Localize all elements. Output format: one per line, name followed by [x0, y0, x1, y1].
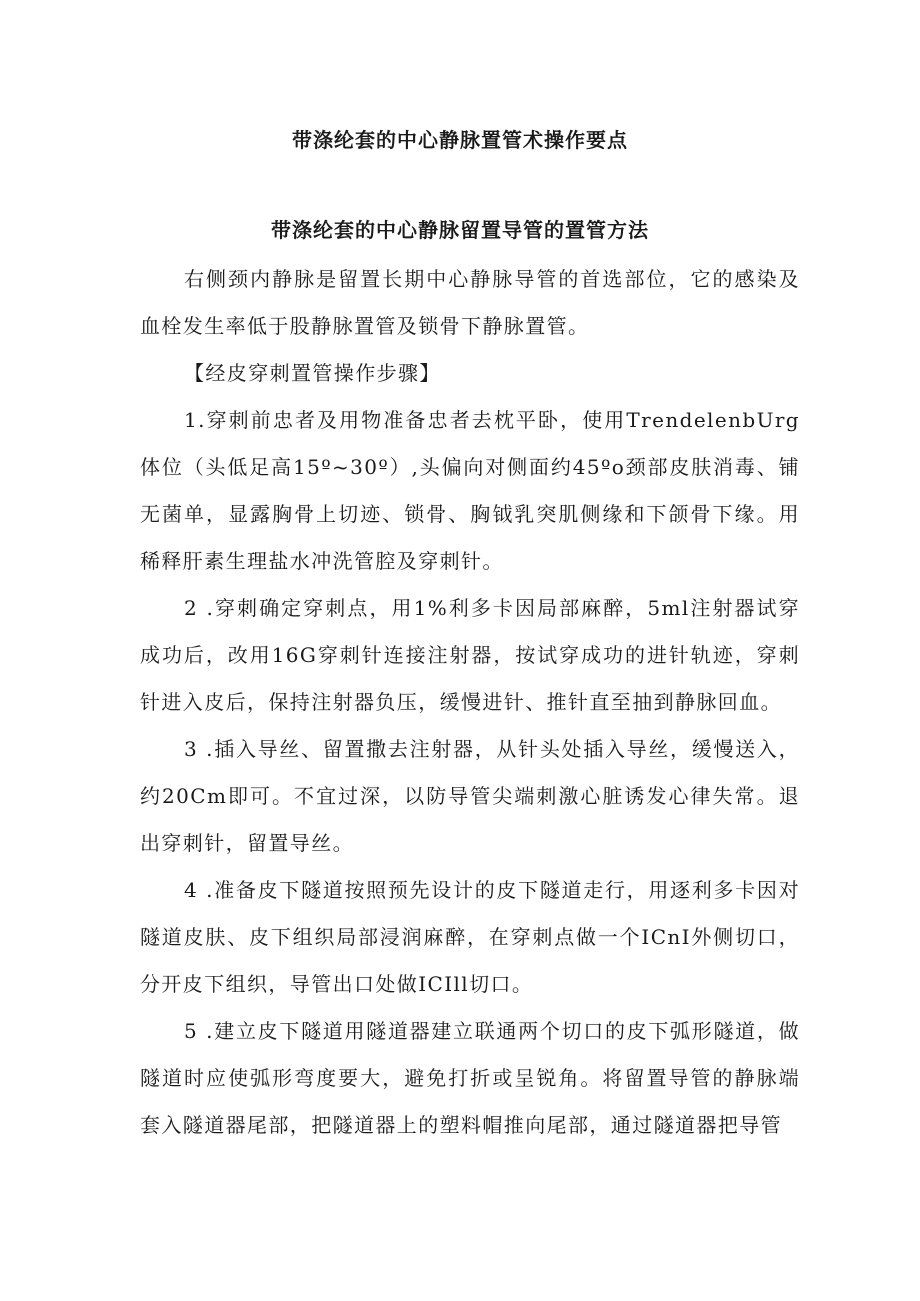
step-paragraph-5: 5 .建立皮下隧道用隧道器建立联通两个切口的皮下弧形隧道，做隧道时应使弧形弯度要大，避免打折或呈锐角。将留置导管的静脉端套入隧道器尾部，把隧道器上的塑料帽推向尾部，通过隧道器把导管 [140, 1019, 800, 1137]
step-paragraph-3: 3 .插入导丝、留置撒去注射器，从针头处插入导丝，缓慢送入，约20Cm即可。不宜过深，以防导管尖端刺激心脏诱发心律失常。退出穿刺针，留置导丝。 [140, 737, 800, 855]
steps-heading: 【经皮穿刺置管操作步骤】 [184, 361, 441, 385]
document-title: 带涤纶套的中心静脉置管术操作要点 [292, 128, 628, 152]
intro-paragraph: 右侧颈内静脉是留置长期中心静脉导管的首选部位，它的感染及血栓发生率低于股静脉置管及锁骨下静脉置管。 [140, 267, 800, 338]
step-paragraph-4: 4 .准备皮下隧道按照预先设计的皮下隧道走行，用逐利多卡因对隧道皮肤、皮下组织局部浸润麻醉，在穿刺点做一个ICnI外侧切口，分开皮下组织，导管出口处做ICIll切口。 [140, 878, 800, 996]
step-paragraph-2: 2 .穿刺确定穿刺点，用1%利多卡因局部麻醉，5ml注射器试穿成功后，改用16G穿刺针连接注射器，按试穿成功的进针轨迹，穿刺针进入皮后，保持注射器负压，缓慢进针、推针直至抽到静脉回血。 [140, 596, 800, 714]
section-title: 带涤纶套的中心静脉留置导管的置管方法 [271, 218, 649, 242]
step-paragraph-1: 1.穿刺前忠者及用物准备忠者去枕平卧，使用TrendelenbUrg体位（头低足高15º~30º）,头偏向对侧面约45ºo颈部皮肤消毒、铺无菌单，显露胸骨上切迹、锁骨、胸钺乳突肌侧缘和下颌骨下缘。用稀释肝素生理盐水冲洗管腔及穿刺针。 [140, 408, 800, 573]
